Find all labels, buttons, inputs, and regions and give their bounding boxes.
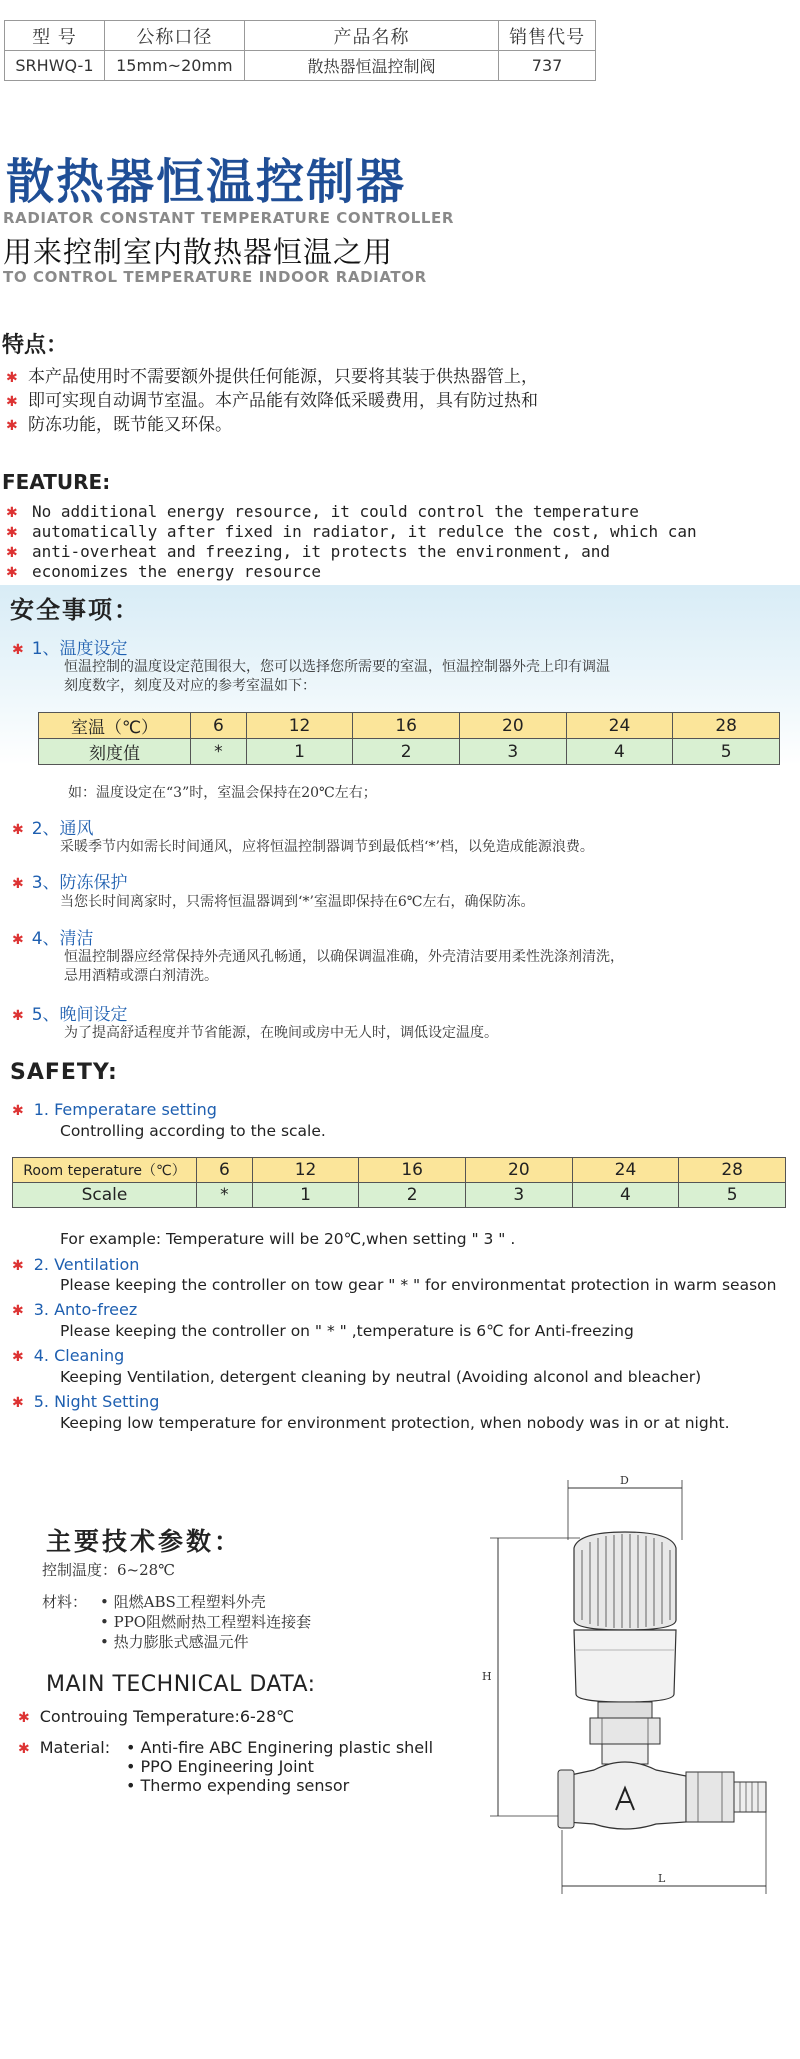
inlet-union: [558, 1770, 574, 1828]
valve-diagram: [470, 1470, 790, 1910]
spec-table: [4, 20, 596, 81]
scale-cell: 2: [353, 739, 460, 765]
red-star-icon: ✱: [6, 418, 18, 434]
section-title-text: 3. Anto-freez: [33, 1300, 138, 1319]
tech-heading: 主要技术参数：: [46, 1527, 243, 1556]
feature-text-en: automatically after fixed in radiator, it redulce the cost, which can: [32, 522, 697, 541]
temp-cell: 24: [572, 1158, 679, 1183]
temp-cell: 24: [566, 713, 673, 739]
feature-line-en: [6, 502, 639, 523]
feature-line-en: [6, 542, 610, 563]
red-star-icon: ✱: [12, 932, 24, 948]
temp-cell: 16: [359, 1158, 466, 1183]
safety-text: 采暖季节内如需长时间通风，应将恒温控制器调节到最低档‘*’档，以免造成能源浪费。: [60, 839, 594, 855]
red-star-icon: ✱: [18, 1710, 30, 1726]
scale-cell: 2: [359, 1183, 466, 1208]
temp-cell: 12: [252, 1158, 359, 1183]
safety-text: 为了提高舒适程度并节省能源，在晚间或房中无人时，调低设定温度。: [64, 1025, 498, 1041]
section-title-text: 4、清洁: [31, 929, 94, 949]
material-item-en: • Anti-fire ABC Enginering plastic shell: [126, 1738, 434, 1757]
safety-section-title-en: [12, 1346, 124, 1365]
example-text: 如：温度设定在“3”时，室温会保持在20℃左右；: [68, 785, 377, 801]
safety-text-en: Please keeping the controller on tow gear " * " for environmentat protection in warm season: [60, 1276, 777, 1294]
valve-body: [566, 1762, 686, 1829]
feature-text-en: economizes the energy resource: [32, 562, 321, 581]
temp-cell: 20: [460, 713, 567, 739]
temp-cell: 6: [191, 713, 247, 739]
scale-row: [39, 739, 780, 765]
red-star-icon: ✱: [12, 822, 24, 838]
temp-cell: 20: [466, 1158, 573, 1183]
feature-text: 本产品使用时不需要额外提供任何能源，只要将其装于供热器管上，: [28, 367, 538, 387]
spec-header-cell: 型 号: [5, 21, 105, 51]
safety-section-title-en: [12, 1392, 159, 1411]
material-label-text: Material:: [39, 1738, 111, 1757]
scale-cell: 4: [566, 739, 673, 765]
temp-cell: 16: [353, 713, 460, 739]
label-h: H: [482, 1670, 492, 1683]
tech-material-label-en: [18, 1738, 110, 1759]
feature-line: [6, 390, 538, 413]
feature-text: 即可实现自动调节室温。本产品能有效降低采暖费用，具有防过热和: [28, 391, 538, 411]
material-item: • PPO阻燃耐热工程塑料连接套: [100, 1613, 312, 1631]
section-title-text: 1. Femperatare setting: [33, 1100, 217, 1119]
spec-header-cell: 销售代号: [499, 21, 596, 51]
section-title-text: 2. Ventilation: [33, 1255, 140, 1274]
subtitle: 用来控制室内散热器恒温之用: [3, 235, 394, 269]
section-title-text: 1、温度设定: [31, 639, 128, 659]
scale-cell: 1: [252, 1183, 359, 1208]
material-item-en: • PPO Engineering Joint: [126, 1757, 314, 1776]
safety-text-en: Controlling according to the scale.: [60, 1122, 326, 1140]
safety-text-en: Please keeping the controller on " * " ,temperature is 6℃ for Anti-freezing: [60, 1322, 634, 1340]
row-label: Room teperature（℃）: [13, 1158, 197, 1183]
red-star-icon: ✱: [18, 1741, 30, 1757]
scale-row: [13, 1183, 786, 1208]
spec-cell: 737: [499, 51, 596, 81]
red-star-icon: ✱: [12, 1008, 24, 1024]
temperature-row: [39, 713, 780, 739]
section-title-text: 5. Night Setting: [33, 1392, 160, 1411]
red-star-icon: ✱: [12, 1258, 24, 1274]
temp-cell: 6: [197, 1158, 253, 1183]
text-line: 刻度数字，刻度及对应的参考室温如下：: [64, 678, 316, 694]
temp-cell: 28: [679, 1158, 786, 1183]
red-star-icon: ✱: [12, 1303, 24, 1319]
text-line: 忌用酒精或漂白剂清洗。: [64, 968, 218, 984]
text-line: 恒温控制的温度设定范围很大，您可以选择您所需要的室温，恒温控制器外壳上印有调温: [64, 659, 610, 675]
temperature-row: [13, 1158, 786, 1183]
safety-section-title: [12, 924, 94, 949]
nut: [598, 1702, 652, 1718]
red-star-icon: ✱: [6, 505, 18, 521]
section-title-text: 2、通风: [31, 819, 94, 839]
tech-temp-en: [18, 1707, 294, 1728]
page-title-en: RADIATOR CONSTANT TEMPERATURE CONTROLLER: [3, 209, 455, 227]
safety-text: [64, 658, 610, 696]
temp-cell: 28: [673, 713, 780, 739]
feature-line: [6, 414, 232, 437]
safety-text: 当您长时间离家时，只需将恒温器调到‘*’室温即保持在6℃左右，确保防冻。: [60, 894, 535, 910]
safety-text: [64, 948, 624, 986]
red-star-icon: ✱: [6, 545, 18, 561]
safety-section-title: [12, 868, 128, 893]
safety-text-en: Keeping Ventilation, detergent cleaning by neutral (Avoiding alconol and bleacher): [60, 1368, 702, 1386]
row-label: 刻度值: [39, 739, 191, 765]
red-star-icon: ✱: [12, 876, 24, 892]
scale-cell: 3: [460, 739, 567, 765]
section-title-text: 5、晚间设定: [31, 1005, 128, 1025]
material-item-en: • Thermo expending sensor: [126, 1776, 350, 1795]
red-star-icon: ✱: [12, 642, 24, 658]
section-title-text: 4. Cleaning: [33, 1346, 125, 1365]
scale-cell: *: [197, 1183, 253, 1208]
outlet-nut: [686, 1772, 734, 1822]
feature-line-en: [6, 562, 321, 583]
safety-section-title-en: [12, 1300, 137, 1319]
scale-cell: 4: [572, 1183, 679, 1208]
safety-heading-en: SAFETY:: [10, 1060, 118, 1085]
spec-header-row: [5, 21, 596, 51]
tech-material-label: 材料：: [42, 1593, 88, 1611]
red-star-icon: ✱: [6, 394, 18, 410]
label-l: L: [658, 1872, 666, 1885]
knob-head: [574, 1532, 676, 1630]
row-label: Scale: [13, 1183, 197, 1208]
scale-cell: 3: [466, 1183, 573, 1208]
page-title: 散热器恒温控制器: [6, 154, 407, 210]
safety-heading: 安全事项：: [10, 596, 140, 624]
scale-cell: 5: [679, 1183, 786, 1208]
safety-section-title: [12, 814, 94, 839]
red-star-icon: ✱: [12, 1349, 24, 1365]
safety-section-title: [12, 1000, 128, 1025]
coupling: [590, 1718, 660, 1744]
tech-material-list: [100, 1592, 311, 1652]
spec-cell: 15mm~20mm: [104, 51, 244, 81]
spec-header-cell: 产品名称: [244, 21, 498, 51]
spec-data-row: [5, 51, 596, 81]
spec-cell: SRHWQ-1: [5, 51, 105, 81]
outlet-thread: [734, 1782, 766, 1812]
red-star-icon: ✱: [6, 525, 18, 541]
feature-text-en: No additional energy resource, it could control the temperature: [32, 502, 639, 521]
tech-heading-en: MAIN TECHNICAL DATA:: [46, 1672, 316, 1697]
feature-line: [6, 366, 538, 389]
material-item: • 阻燃ABS工程塑料外壳: [100, 1593, 266, 1611]
tech-material-list-en: [126, 1738, 433, 1795]
feature-heading-en: FEATURE:: [2, 470, 111, 494]
scale-cell: *: [191, 739, 247, 765]
feature-text-en: anti-overheat and freezing, it protects the environment, and: [32, 542, 610, 561]
safety-section-title: [12, 634, 128, 659]
scale-table-en: [12, 1157, 786, 1208]
safety-text-en: Keeping low temperature for environment protection, when nobody was in or at night.: [60, 1414, 730, 1432]
section-title-text: 3、防冻保护: [31, 873, 128, 893]
material-item: • 热力膨胀式感温元件: [100, 1633, 249, 1651]
red-star-icon: ✱: [12, 1103, 24, 1119]
scale-table-cn: [38, 712, 780, 765]
scale-cell: 1: [246, 739, 353, 765]
label-d: D: [620, 1474, 629, 1487]
red-star-icon: ✱: [6, 370, 18, 386]
red-star-icon: ✱: [12, 1395, 24, 1411]
safety-section-title-en: [12, 1100, 217, 1119]
row-label: 室温（℃）: [39, 713, 191, 739]
text-line: 恒温控制器应经常保持外壳通风孔畅通，以确保调温准确，外壳清洁要用柔性洗涤剂清洗，: [64, 949, 624, 965]
red-star-icon: ✱: [6, 565, 18, 581]
spec-cell: 散热器恒温控制阀: [244, 51, 498, 81]
temp-cell: 12: [246, 713, 353, 739]
spec-header-cell: 公称口径: [104, 21, 244, 51]
safety-section-title-en: [12, 1255, 139, 1274]
subtitle-en: TO CONTROL TEMPERATURE INDOOR RADIATOR: [3, 268, 427, 286]
knob-body: [574, 1630, 676, 1702]
feature-text: 防冻功能，既节能又环保。: [28, 415, 232, 435]
tech-temp: 控制温度：6~28℃: [42, 1561, 175, 1579]
features-heading: 特点：: [2, 333, 69, 358]
tech-temp-text: Controuing Temperature:6-28℃: [39, 1707, 295, 1726]
example-text-en: For example: Temperature will be 20℃,when setting " 3 " .: [60, 1230, 516, 1248]
scale-cell: 5: [673, 739, 780, 765]
feature-line-en: [6, 522, 697, 543]
